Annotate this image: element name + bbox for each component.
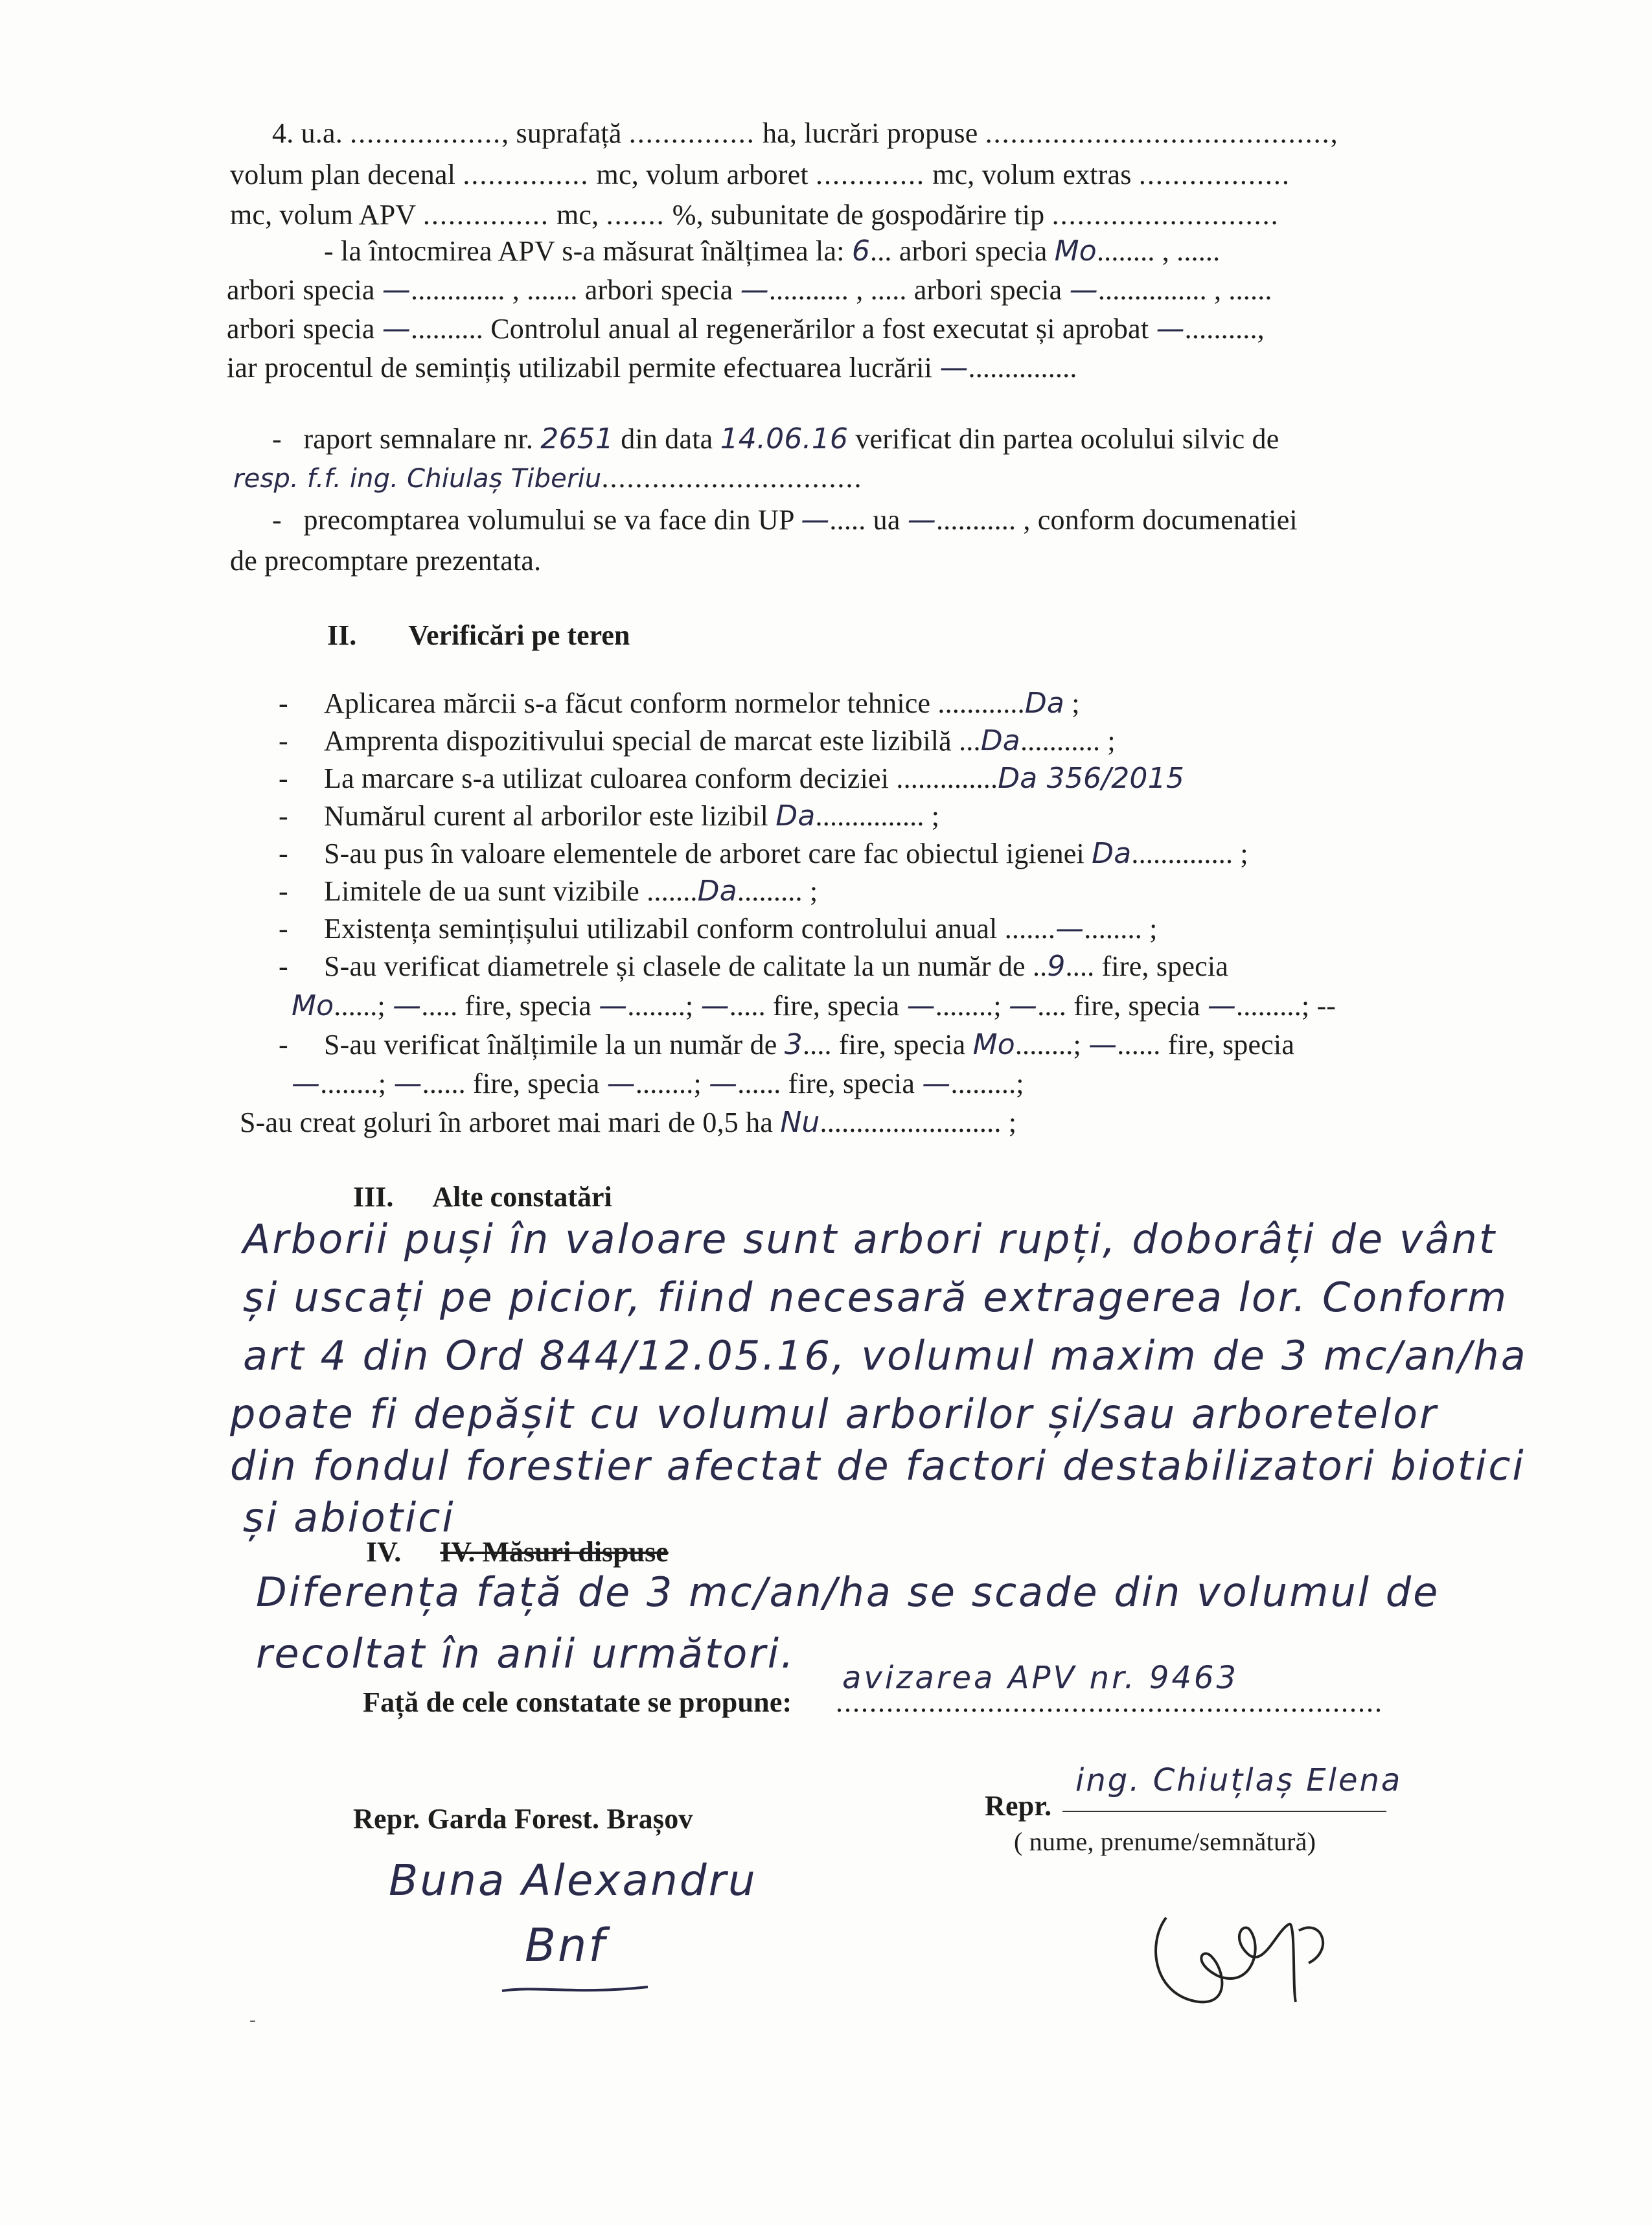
handwritten-observation-line: art 4 din Ord 844/12.05.16, volumul maxim de 3 mc/an/ha [243, 1332, 1528, 1379]
right-signature-line [1062, 1811, 1386, 1812]
handwritten-species: Mo [1054, 235, 1097, 268]
left-representative-title: Repr. Garda Forest. Brașov [353, 1803, 693, 1835]
line-precomptare-end: de precomptare prezentata. [230, 545, 542, 577]
line-raport-semnalare: - raport semnalare nr. 2651 din data 14.06.16 verificat din partea ocolului silvic de [272, 422, 1279, 455]
check-item: - S-au verificat diametrele și clasele de calitate la un număr de ..9.... fire, specia [279, 950, 1228, 983]
handwritten-left-signature: Bnf [525, 1919, 607, 1972]
handwritten-decision: Da 356/2015 [998, 762, 1185, 795]
check-item: - S-au pus în valoare elementele de arboret care fac obiectul igienei Da.............. ; [279, 837, 1248, 870]
line-control-anual: arbori specia —.......... Controlul anual al regenerărilor a fost executat și aprobat —.........., [227, 312, 1265, 345]
handwritten-observation-line: și abiotici [243, 1494, 455, 1541]
line-procent-samantis: iar procentul de semințiș utilizabil permite efectuarea lucrării —............... [227, 351, 1077, 384]
check-item: - Amprenta dispozitivului special de marcat este lizibilă ...Da........... ; [279, 724, 1116, 757]
check-item: - Existența semințișului utilizabil conform controlului anual .......—........ ; [279, 912, 1158, 945]
section-three-heading: III. Alte constatări [353, 1181, 612, 1213]
line-inaltimi: - S-au verificat înălțimile la un număr de 3.... fire, specia Mo........; —...... fire, specia [279, 1028, 1295, 1061]
line-diametre-specii: Mo......; —..... fire, specia —........; —..... fire, specia —........; —.... fire, specia —.........; -- [292, 989, 1337, 1022]
section-four-heading: IV. IV. Măsuri dispuse [366, 1536, 669, 1568]
handwritten-report-date: 14.06.16 [720, 422, 849, 455]
proposal-dots: ................................................................. [836, 1686, 1383, 1718]
handwritten-observation-line: și uscați pe picior, fiind necesară extragerea lor. Conform [243, 1274, 1509, 1321]
line-ua: 4. u.a. .................., suprafață ............... ha, lucrări propuse ........................................., [272, 117, 1338, 149]
check-item: - La marcare s-a utilizat culoarea conform deciziei ..............Da 356/2015 [279, 762, 1185, 795]
handwritten-left-name: Buna Alexandru [389, 1855, 757, 1905]
handwritten-proposal: avizarea APV nr. 9463 [842, 1660, 1239, 1696]
line-arbori-specia: arbori specia —............. , ....... arbori specia —........... , ..... arbori specia —............... , ...... [227, 273, 1272, 306]
line-inaltimi-specii: —........; —...... fire, specia —........; —...... fire, specia —.........; [292, 1067, 1024, 1100]
check-item: - Limitele de ua sunt vizibile .......Da......... ; [279, 875, 818, 908]
check-item: - Aplicarea mărcii s-a făcut conform normelor tehnice ............Da ; [279, 687, 1080, 720]
section-two-heading: II. Verificări pe teren [327, 619, 630, 651]
handwritten-observation-line: Arborii puși în valoare sunt arbori rupți, doborâți de vânt [243, 1215, 1497, 1263]
line-responsabil: resp. f.f. ing. Chiulaș Tiberiu............................... [233, 462, 863, 494]
line-precomptare: - precomptarea volumului se va face din UP —..... ua —........... , conform documenatiei [272, 503, 1298, 536]
right-representative-label: Repr. [985, 1790, 1052, 1822]
page-mark: - [249, 2009, 257, 2030]
handwritten-right-name: ing. Chiuțlaș Elena [1075, 1762, 1403, 1798]
handwritten-report-number: 2651 [540, 422, 614, 455]
handwritten-count: 6 [851, 235, 871, 268]
check-item: - Numărul curent al arborilor este lizibil Da............... ; [279, 799, 940, 832]
handwritten-observation-line: poate fi depășit cu volumul arborilor și/sau arboretelor [230, 1390, 1438, 1438]
line-volum-plan: volum plan decenal ............... mc, volum arboret ............. mc, volum extras .................. [230, 159, 1291, 190]
handwritten-measure-line: recoltat în anii următori. [256, 1630, 796, 1677]
handwritten-responsible: resp. f.f. ing. Chiulaș Tiberiu [233, 464, 602, 494]
handwritten-measure-line: Diferența față de 3 mc/an/ha se scade din volumul de [256, 1568, 1440, 1616]
handwritten-observation-line: din fondul forestier afectat de factori destabilizatori biotici [230, 1442, 1526, 1489]
left-signature-underline-icon [499, 1979, 654, 1999]
line-volum-apv: mc, volum APV ............... mc, ....... %, subunitate de gospodărire tip ........................... [230, 199, 1279, 231]
right-signature-icon [1140, 1892, 1373, 2021]
line-inaltime: - la întocmirea APV s-a măsurat înălțimea la: 6... arbori specia Mo........ , ...... [324, 235, 1221, 268]
right-signature-caption: ( nume, prenume/semnătură) [1014, 1827, 1316, 1856]
proposal-line: Față de cele constatate se propune: [363, 1686, 792, 1718]
line-goluri: S-au creat goluri în arboret mai mari de 0,5 ha Nu......................... ; [240, 1106, 1017, 1139]
